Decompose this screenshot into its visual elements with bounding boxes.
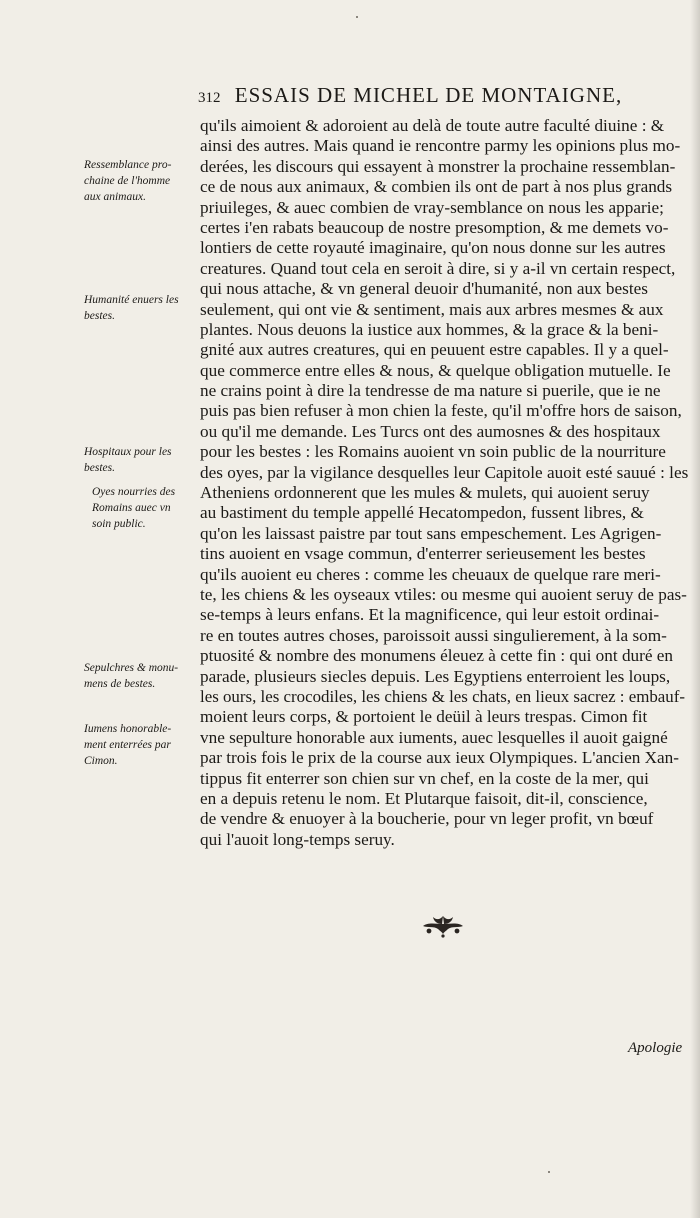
body-text [200,116,692,850]
body-line: en a depuis retenu le nom. Et Plutarque faisoit, dit-il, conscience, [200,788,648,808]
body-line: seulement, qui ont vie & sentiment, mais aux arbres mesmes & aux [200,299,664,319]
margin-note-line: Sepulchres & monu- [84,662,179,674]
body-line: qu'ils auoient eu cheres : comme les cheuaux de quelque rare meri- [200,564,661,584]
body-line: vne sepulture honorable aux iuments, auec lesquelles il auoit gaigné [200,727,668,747]
body-line: tins auoient en vsage commun, d'enterrer serieusement les bestes [200,544,646,564]
body-line: qui l'auoit long-temps seruy. [200,829,395,849]
margin-note-hospitaux [84,444,196,476]
body-line: moient leurs corps, & portoient le deüil à leurs trespas. Cimon fit [200,707,648,727]
body-line: ne crains point à dire la tendresse de ma nature si puerile, que ie ne [200,381,661,401]
margin-note-line: Romains auec vn [92,502,171,514]
margin-note-line: Humanité enuers les [84,294,179,306]
body-line: par trois fois le prix de la course aux ieux Olympiques. L'ancien Xan- [200,748,679,768]
body-line: qu'ils aimoient & adoroient au delà de toute autre faculté diuine : & [200,116,665,135]
margin-note-line: bestes. [84,310,115,322]
body-line: Atheniens ordonnerent que les mules & mulets, qui auoient seruy [200,483,650,503]
body-line: ce de nous aux animaux, & combien ils ont de part à nos plus grands [200,177,673,197]
body-line: te, les chiens & les oyseaux vtiles: ou mesme qui auoient seruy de pas- [200,584,687,604]
body-line: qui nous attache, & vn general deuoir d'humanité, non aux bestes [200,279,648,299]
body-line: lontiers de cette royauté imaginaire, qu'on nous donne sur les autres [200,238,666,258]
margin-note-line: mens de bestes. [84,678,156,690]
catchword: Apologie [628,1040,683,1056]
page-number: 312 [198,90,221,106]
margin-note-line: Hospitaux pour les [84,446,172,458]
body-line: re en toutes autres choses, paroissoit aussi singulierement, à la som- [200,625,667,645]
margin-note-line: soin public. [92,518,146,530]
body-line: derées, les discours qui essayent à monstrer la prochaine ressemblan- [200,156,676,176]
margin-note-resemblance [84,157,196,205]
margin-note-line: Ressemblance pro- [84,159,172,171]
body-line: ptuosité & nombre des monumens éleuez à cette fin : qui ont duré en [200,646,674,666]
margin-note-line: ment enterrées par [84,739,171,751]
body-line: pour les bestes : les Romains auoient vn soin public de la nourriture [200,442,666,462]
body-line: creatures. Quand tout cela en seroit à dire, si y a-il vn certain respect, [200,258,676,278]
body-line: les ours, les crocodiles, les chiens & les chats, en lieux sacrez : embauf- [200,686,685,706]
body-line: puis pas bien refuser à mon chien la feste, qu'il m'offre hors de saison, [200,401,682,421]
body-line: que commerce entre elles & nous, & quelque obligation mutuelle. Ie [200,360,671,380]
body-line: parade, plusieurs siecles depuis. Les Egyptiens enterroient les loups, [200,666,671,686]
body-line: ou qu'il me demande. Les Turcs ont des aumosnes & des hospitaux [200,421,661,441]
margin-note-iumens [84,721,196,769]
body-line: qu'on les laissast paistre par tout sans empeschement. Les Agrigen- [200,523,662,543]
body-line: certes i'en rabats beaucoup de nostre presomption, & me demets vo- [200,217,669,237]
body-line: de vendre & enuoyer à la boucherie, pour vn leger profit, vn bœuf [200,809,654,829]
paper-speck [356,16,358,18]
margin-note-line: Iumens honorable- [84,723,172,735]
fleuron-ornament-icon [420,912,466,938]
body-line: priuileges, & auec combien de vray-semblance on nous les apparie; [200,197,664,217]
margin-note-line: aux animaux. [84,191,146,203]
margin-note-line: Oyes nourries des [92,486,176,498]
margin-note-humanite [84,292,196,324]
body-line: ainsi des autres. Mais quand ie rencontre parmy les opinions plus mo- [200,136,681,156]
margin-note-line: Cimon. [84,755,118,767]
margin-note-line: chaine de l'homme [84,175,171,187]
running-head [198,83,668,108]
body-line: se-temps à leurs enfans. Et la magnificence, qui leur estoit ordinai- [200,605,660,625]
body-line: gnité aux autres creatures, qui en peuuent estre capables. Il y a quel- [200,340,669,360]
body-line: au bastiment du temple appellé Hecatompedon, fussent libres, & [200,503,644,523]
body-line: des oyes, par la vigilance desquelles leur Capitole auoit esté sauué : les [200,462,689,482]
body-line: plantes. Nous deuons la iustice aux hommes, & la grace & la beni- [200,319,659,339]
body-line: tippus fit enterrer son chien sur vn chef, en la coste de la mer, qui [200,768,649,788]
paper-speck [548,1171,550,1173]
running-title: ESSAIS DE MICHEL DE MONTAIGNE, [234,83,623,107]
margin-note-oyes [92,484,204,532]
margin-note-line: bestes. [84,462,115,474]
margin-note-sepulchres [84,660,196,692]
